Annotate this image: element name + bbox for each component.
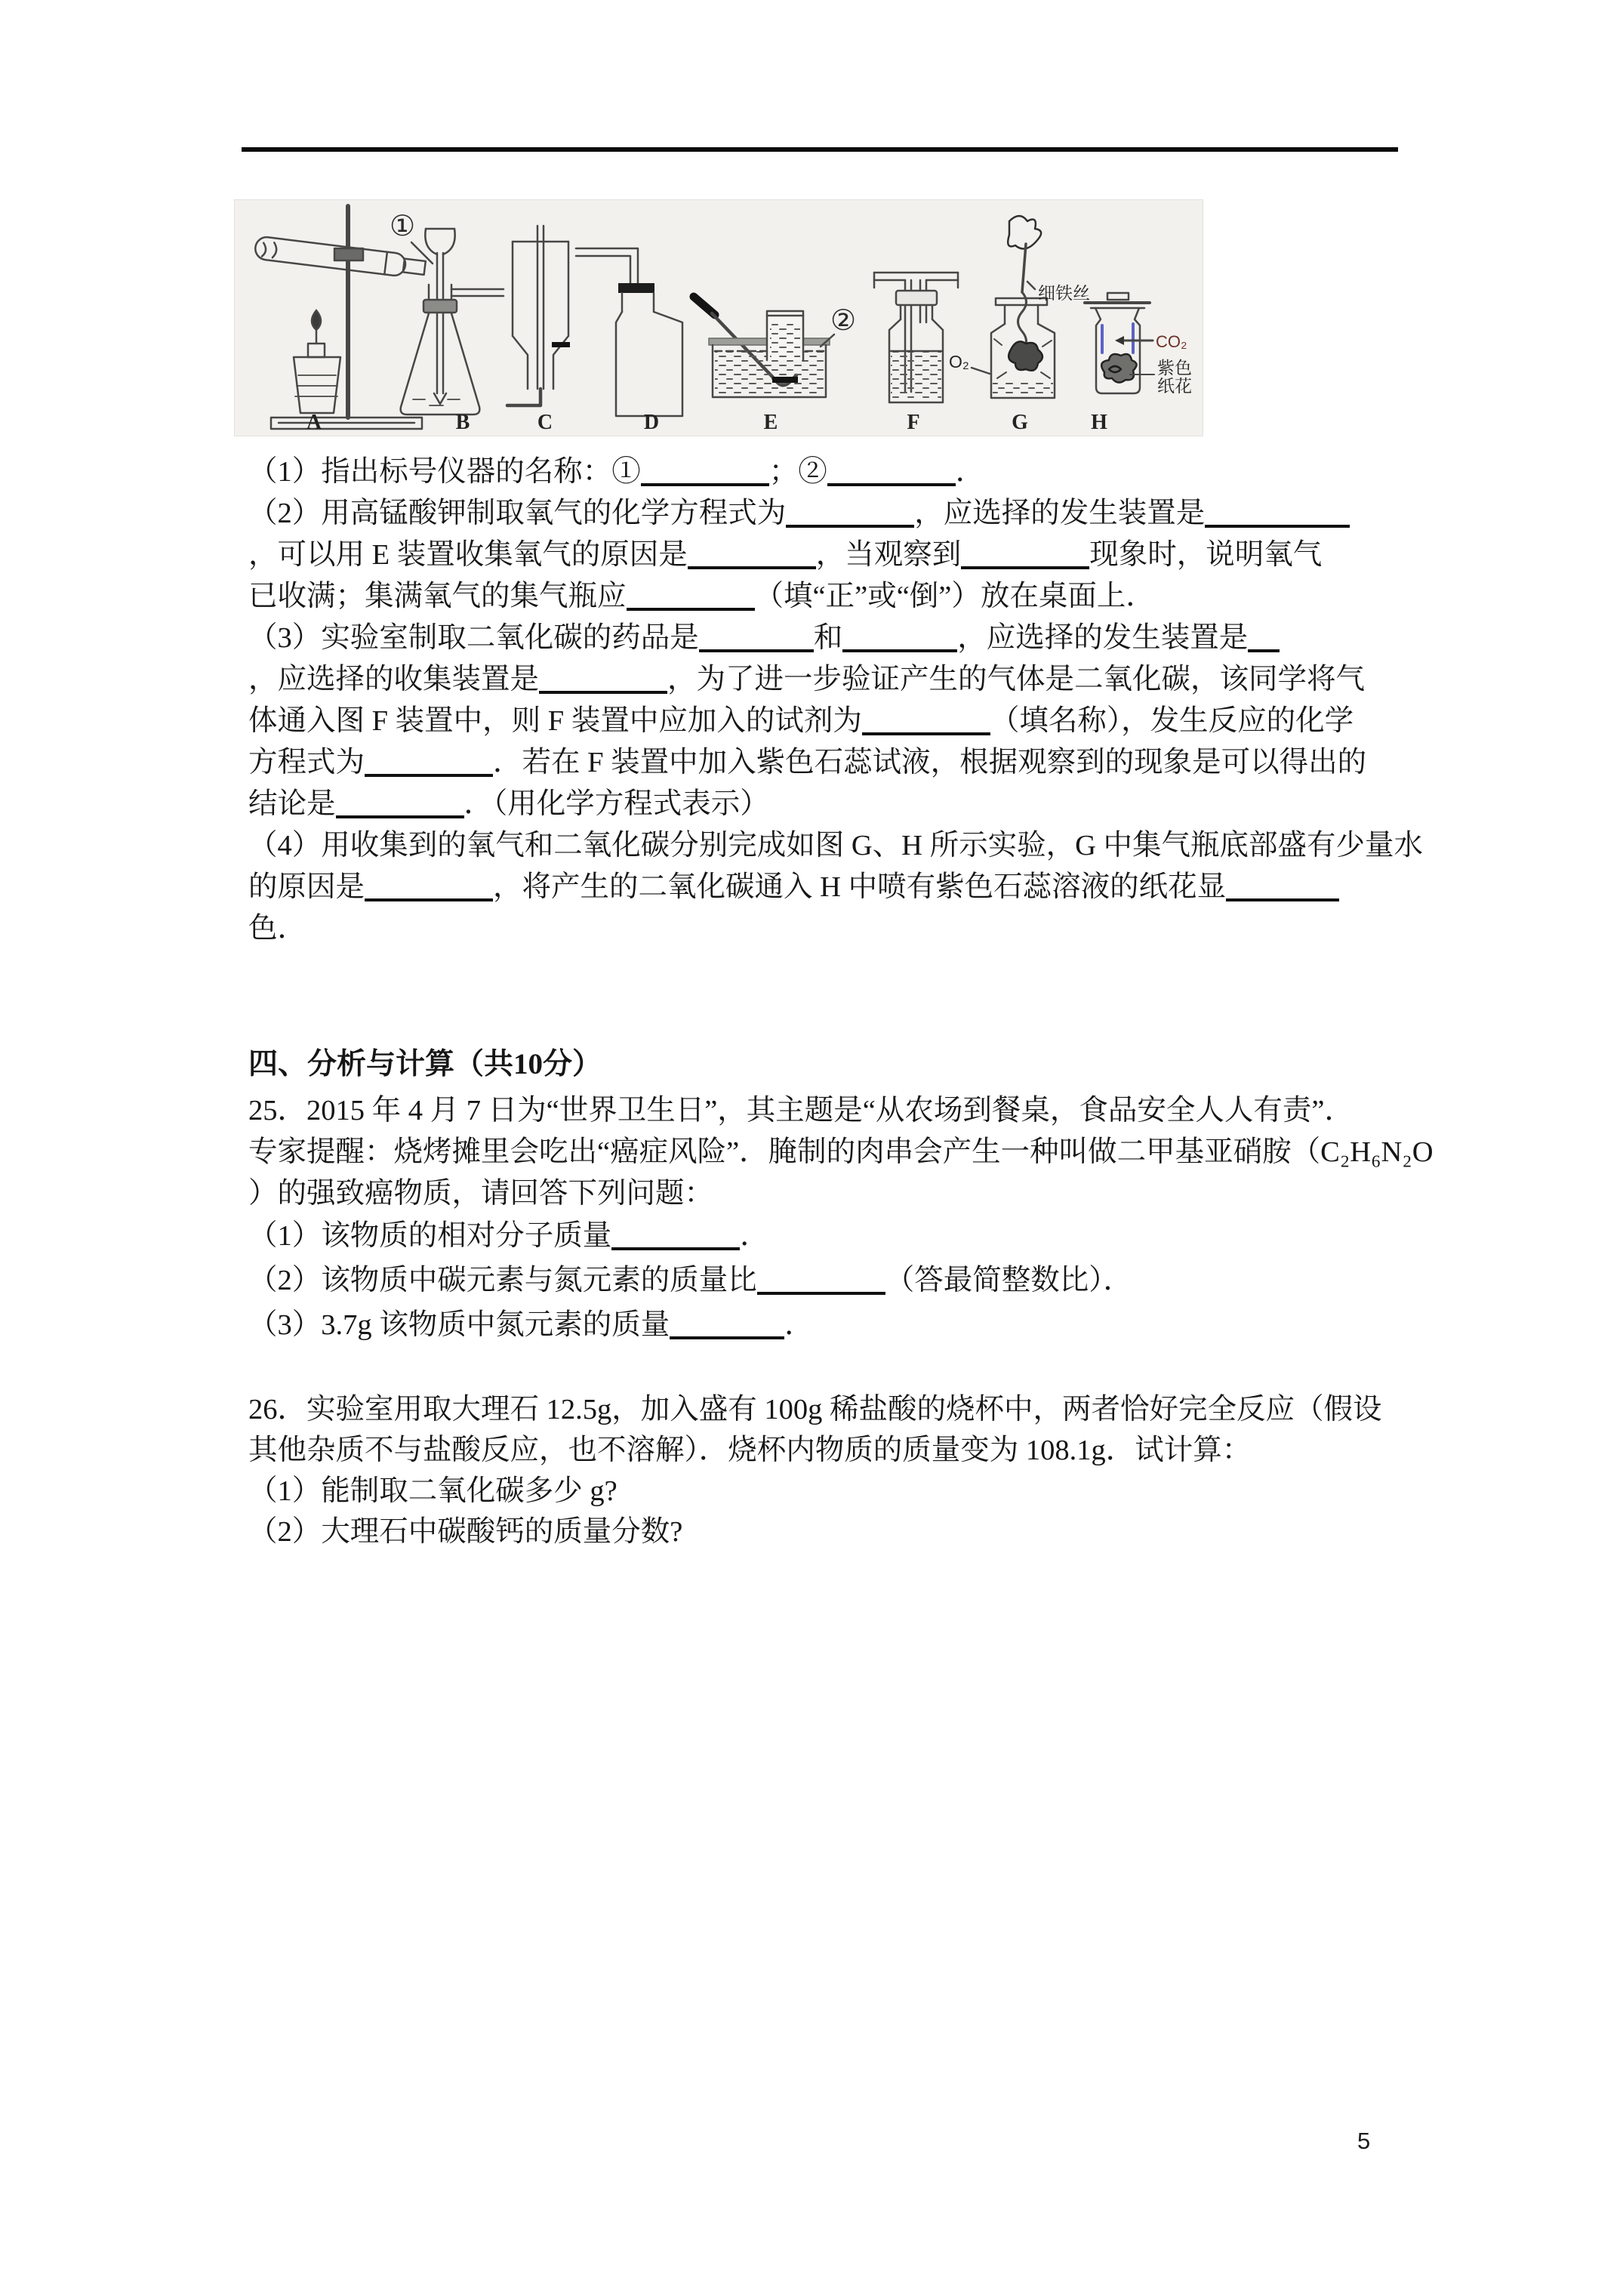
text-segment: ． — [955, 456, 985, 488]
answer-blank — [688, 538, 816, 569]
answer-blank — [365, 870, 493, 901]
page-number: 5 — [1357, 2128, 1371, 2154]
text-segment: ，为了进一步验证产生的气体是二氧化碳，该同学将气 — [667, 664, 1366, 695]
question-text-line — [248, 1132, 1434, 1173]
apparatus-b — [390, 211, 504, 415]
text-segment: （1）指出标号仪器的名称：① — [248, 456, 641, 488]
text-segment: ，当观察到 — [815, 539, 962, 571]
apparatus-f — [874, 273, 958, 402]
answer-blank — [786, 496, 914, 528]
section-four-heading: 四、分析与计算（共10分） — [248, 1048, 602, 1080]
question-text-line — [248, 867, 1388, 908]
text-segment: （填名称），发生反应的化学 — [990, 705, 1354, 737]
question-text-line — [248, 784, 1388, 825]
question-text-line — [248, 1259, 1388, 1303]
callout-2-icon: ② — [830, 305, 857, 337]
question-text-line — [248, 1430, 1388, 1471]
text-segment: （2）大理石中碳酸钙的质量分数? — [248, 1516, 683, 1548]
label-g: G — [1012, 411, 1028, 434]
o2-label: O₂ — [949, 352, 969, 371]
question-text-line — [248, 1173, 1388, 1215]
question-text-line — [248, 618, 1388, 659]
text-segment: （1）该物质的相对分子质量 — [248, 1220, 612, 1252]
label-f: F — [907, 411, 920, 434]
answer-blank — [699, 621, 814, 652]
answer-blank — [627, 579, 755, 611]
text-segment: 25．2015 年 4 月 7 日为“世界卫生日”，其主题是“从农场到餐桌，食品安全人人有责”． — [248, 1095, 1354, 1126]
text-segment: ）的强致癌物质，请回答下列问题： — [248, 1178, 714, 1210]
answer-blank — [842, 621, 957, 652]
question-24-block — [248, 451, 1424, 950]
question-text-line — [248, 1090, 1388, 1132]
answer-blank — [1205, 496, 1350, 528]
answer-blank — [670, 1308, 784, 1339]
iron-wire-label: 细铁丝 — [1038, 283, 1090, 303]
header-rule — [242, 147, 1398, 152]
text-segment: 色． — [248, 913, 307, 945]
label-c: C — [537, 411, 553, 434]
text-segment: 结论是 — [248, 788, 336, 820]
text-segment: ，应选择的发生装置是 — [957, 622, 1249, 654]
text-segment: 方程式为 — [248, 747, 365, 778]
text-segment: （填“正”或“倒”）放在桌面上． — [754, 581, 1155, 612]
answer-blank — [641, 455, 769, 486]
text-segment: 体通入图 F 装置中，则 F 装置中应加入的试剂为 — [248, 705, 862, 737]
apparatus-c — [507, 226, 570, 405]
apparatus-figure-svg — [235, 200, 1203, 436]
question-text-line — [248, 742, 1388, 784]
question-text-line — [248, 576, 1388, 618]
text-segment: 的原因是 — [248, 871, 365, 903]
flower-label: 纸花 — [1157, 376, 1192, 396]
label-e: E — [763, 411, 778, 434]
text-segment: 其他杂质不与盐酸反应，也不溶解）．烧杯内物质的质量变为 108.1g．试计算： — [248, 1435, 1252, 1466]
callout-1-icon: ① — [389, 211, 416, 242]
text-segment: ． — [784, 1309, 814, 1341]
answer-blank — [961, 538, 1089, 569]
text-segment: ；② — [768, 456, 827, 488]
text-segment: （1）能制取二氧化碳多少 g? — [248, 1475, 617, 1507]
text-segment: （3）实验室制取二氧化碳的药品是 — [248, 622, 699, 654]
answer-blank — [365, 745, 493, 777]
co2-label: CO₂ — [1156, 332, 1187, 351]
text-segment: 和 — [813, 622, 843, 654]
text-segment: ，可以用 E 装置收集氧气的原因是 — [248, 539, 688, 571]
question-text-line — [248, 493, 1388, 535]
answer-blank — [539, 662, 667, 694]
text-segment: ． — [740, 1220, 769, 1252]
text-segment: （3）3.7g 该物质中氮元素的质量 — [248, 1309, 670, 1341]
text-segment: （答最简整数比）． — [885, 1265, 1133, 1296]
text-segment: 专家提醒：烧烤摊里会吃出“癌症风险”．腌制的肉串会产生一种叫做二甲基亚硝胺（C₂H₆N₂O — [248, 1136, 1434, 1168]
label-d: D — [643, 411, 660, 434]
text-segment: （2）该物质中碳元素与氮元素的质量比 — [248, 1265, 757, 1296]
answer-blank — [757, 1263, 885, 1295]
text-segment: ．若在 F 装置中加入紫色石蕊试液，根据观察到的现象是可以得出的 — [493, 747, 1367, 778]
question-text-line — [248, 1303, 1388, 1348]
text-segment: ．（用化学方程式表示） — [463, 788, 769, 820]
text-segment: 现象时，说明氧气 — [1089, 539, 1323, 571]
purple-label: 紫色 — [1157, 358, 1192, 378]
question-25-intro-block — [248, 1090, 1434, 1215]
answer-blank — [827, 455, 956, 486]
question-text-line — [248, 908, 1388, 950]
question-text-line — [248, 1512, 1388, 1552]
answer-blank — [1226, 870, 1339, 901]
question-25-sub-block — [248, 1214, 1388, 1348]
apparatus-e — [694, 297, 856, 397]
answer-blank — [862, 704, 990, 735]
label-h: H — [1091, 411, 1107, 434]
question-26-block — [248, 1389, 1388, 1552]
text-segment: ，应选择的发生装置是 — [914, 498, 1206, 529]
text-segment: （2）用高锰酸钾制取氧气的化学方程式为 — [248, 498, 787, 529]
text-segment: ，应选择的收集装置是 — [248, 664, 540, 695]
text-segment: （4）用收集到的氧气和二氧化碳分别完成如图 G、H 所示实验，G 中集气瓶底部盛有少量水 — [248, 830, 1424, 861]
text-segment: 26．实验室用取大理石 12.5g，加入盛有 100g 稀盐酸的烧杯中，两者恰好完全反应（假设 — [248, 1394, 1382, 1425]
answer-blank — [336, 787, 464, 818]
question-text-line — [248, 451, 1388, 493]
answer-blank — [611, 1219, 740, 1250]
question-text-line — [248, 825, 1424, 867]
question-text-line — [248, 1471, 1388, 1512]
apparatus-d — [576, 248, 682, 416]
question-text-line — [248, 701, 1388, 742]
question-text-line — [248, 535, 1388, 576]
text-segment: 已收满；集满氧气的集气瓶应 — [248, 581, 627, 612]
question-text-line — [248, 1389, 1388, 1430]
apparatus-h — [1085, 293, 1192, 396]
label-a: A — [306, 411, 322, 434]
apparatus-figure — [234, 199, 1203, 436]
question-text-line — [248, 659, 1388, 701]
label-b: B — [455, 411, 470, 434]
answer-blank — [1248, 621, 1280, 652]
apparatus-g — [949, 216, 1090, 398]
question-text-line — [248, 1214, 1388, 1259]
text-segment: ，将产生的二氧化碳通入 H 中喷有紫色石蕊溶液的纸花显 — [493, 871, 1227, 903]
